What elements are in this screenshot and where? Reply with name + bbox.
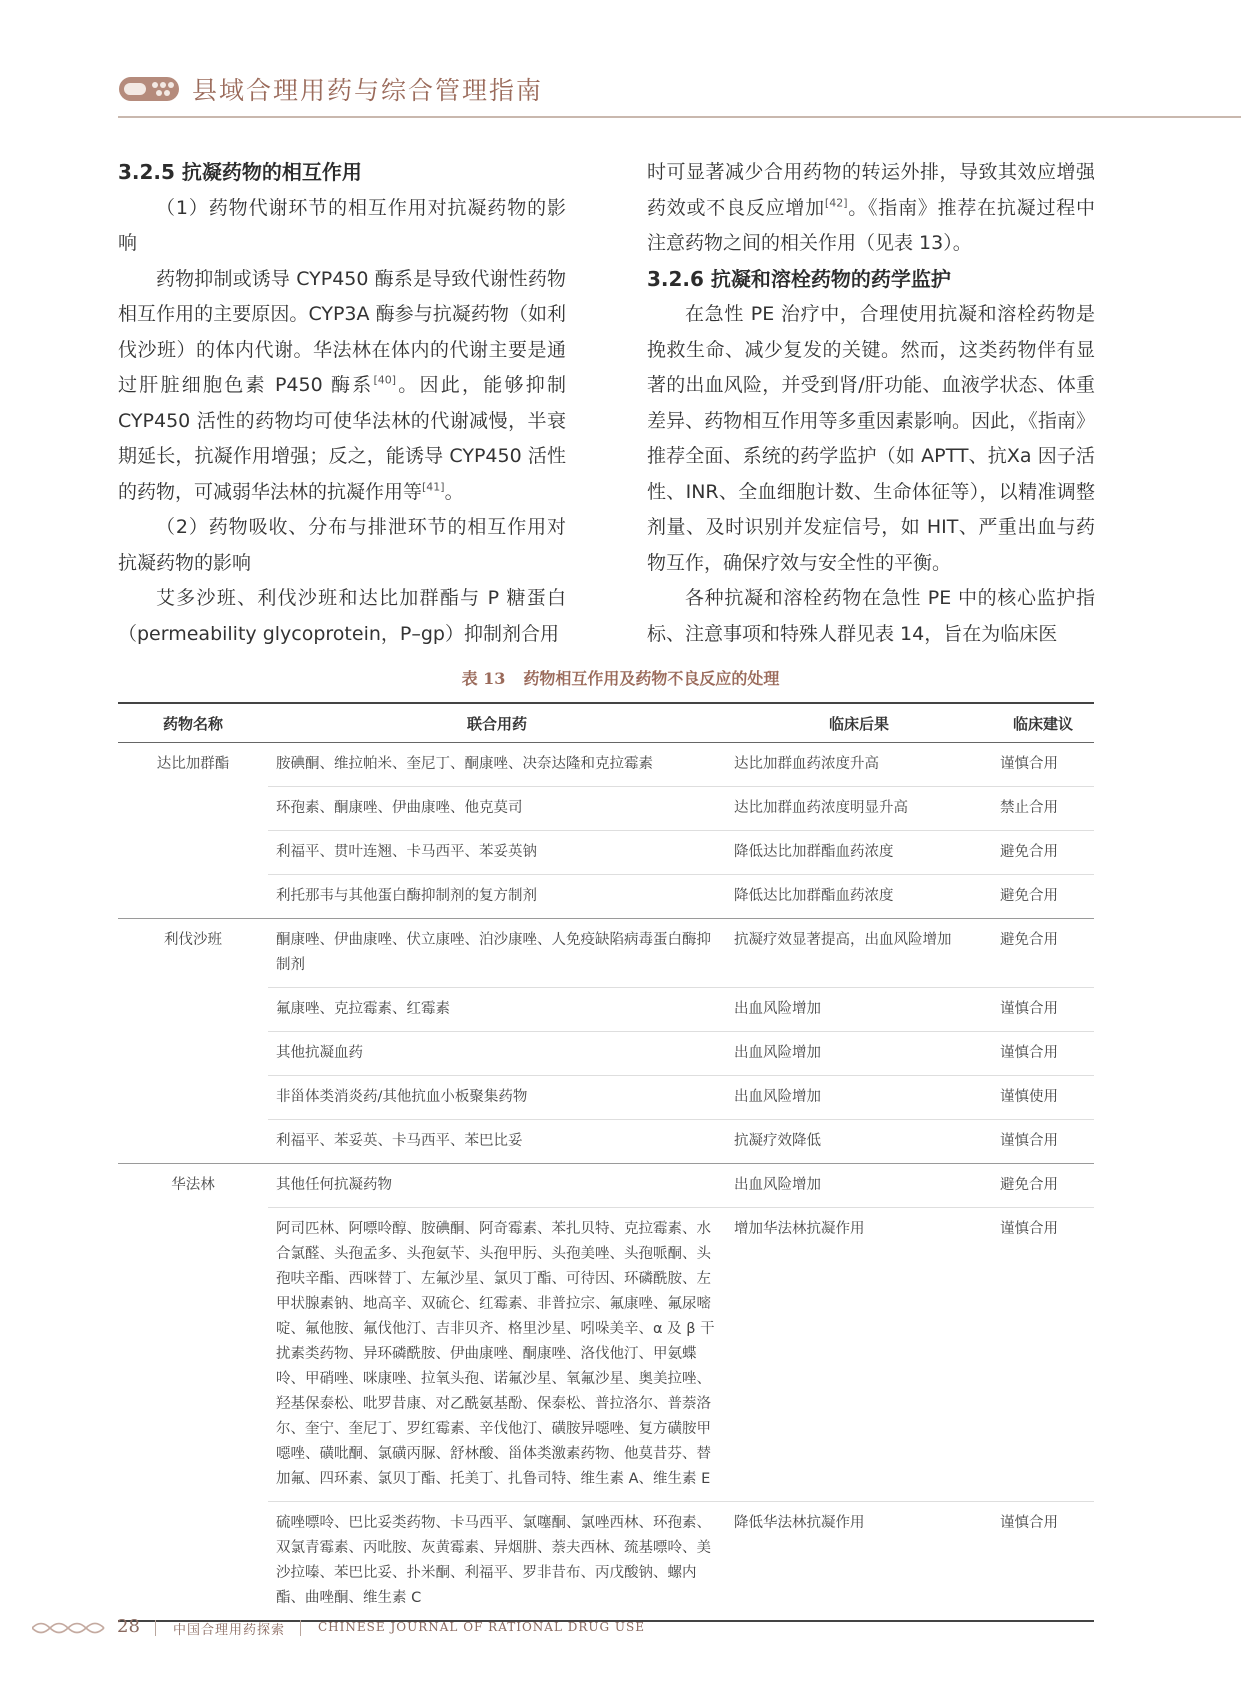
paragraph-text: 。《指南》推荐在抗凝过程中注意药物之间的相关作用（见表 13）。 <box>647 196 1095 254</box>
paragraph-text: 时可显著减少合用药物的转运外排，导致其效应增强药效或不良反应增加 <box>647 161 1095 219</box>
table-number: 表 13 <box>461 669 506 688</box>
citation-ref: [40] <box>373 373 397 387</box>
advice-cell: 谨慎合用 <box>1000 756 1058 772</box>
outcome-cell: 降低达比加群酯血药浓度 <box>726 831 992 875</box>
advice-cell: 谨慎合用 <box>992 1120 1094 1164</box>
drug-name-cell <box>118 831 268 875</box>
paragraph-cyp450 <box>118 262 566 511</box>
drug-name-cell <box>118 988 268 1032</box>
journal-logo-icon <box>118 76 180 102</box>
table-caption <box>0 666 1241 689</box>
combination-cell: 其他抗凝血药 <box>268 1032 726 1076</box>
advice-cell: 避免合用 <box>992 919 1094 988</box>
advice-cell: 避免合用 <box>992 875 1094 919</box>
paragraph-transport <box>647 155 1095 262</box>
outcome-cell: 抗凝疗效降低 <box>726 1120 992 1164</box>
combination-cell: 利托那韦与其他蛋白酶抑制剂的复方制剂 <box>268 875 726 919</box>
table-row <box>118 1032 1094 1076</box>
advice-cell: 禁止合用 <box>992 787 1094 831</box>
advice-cell: 谨慎合用 <box>992 1032 1094 1076</box>
outcome-cell: 出血风险增加 <box>726 1076 992 1120</box>
outcome-cell: 出血风险增加 <box>726 1032 992 1076</box>
advice-cell: 谨慎合用 <box>992 1502 1094 1622</box>
combination-cell: 利福平、贯叶连翘、卡马西平、苯妥英钠 <box>268 831 726 875</box>
combination-cell: 氟康唑、克拉霉素、红霉素 <box>268 988 726 1032</box>
table-row <box>118 787 1094 831</box>
combination-cell: 阿司匹林、阿嘌呤醇、胺碘酮、阿奇霉素、苯扎贝特、克拉霉素、水合氯醛、头孢孟多、头孢氨苄、头孢甲肟、头孢美唑、头孢哌酮、头孢呋辛酯、西咪替丁、左氟沙星、氯贝丁酯、可待因、环磷酰胺、左甲状腺素钠、地高辛、双硫仑、红霉素、非普拉宗、氟康唑、氟尿嘧啶、氟他胺、氟伐他汀、吉非贝齐、格里沙星、吲哚美辛、α 及 β 干扰素类药物、异环磷酰胺、伊曲康唑、酮康唑、洛伐他汀、甲氨蝶呤、甲硝唑、咪康唑、拉氧头孢、诺氟沙星、氧氟沙星、奥美拉唑、羟基保泰松、吡罗昔康、对乙酰氨基酚、保泰松、普拉洛尔、普萘洛尔、奎宁、奎尼丁、罗红霉素、辛伐他汀、磺胺异噁唑、复方磺胺甲噁唑、磺吡酮、氯磺丙脲、舒林酸、甾体类激素药物、他莫昔芬、替加氟、四环素、氯贝丁酯、托美丁、扎鲁司特、维生素 A、维生素 E <box>268 1208 726 1502</box>
table-row <box>118 919 1094 988</box>
table-body <box>118 743 1094 1622</box>
table-row <box>118 1502 1094 1622</box>
table-title: 药物相互作用及药物不良反应的处理 <box>523 669 780 688</box>
paragraph-text: 。 <box>444 480 464 503</box>
advice-cell: 避免合用 <box>992 1164 1094 1208</box>
outcome-cell: 降低华法林抗凝作用 <box>726 1502 992 1622</box>
combination-cell: 非甾体类消炎药/其他抗血小板聚集药物 <box>268 1076 726 1120</box>
drug-name-cell <box>118 875 268 919</box>
advice-cell: 避免合用 <box>992 831 1094 875</box>
section-heading-3-2-6: 3.2.6 抗凝和溶栓药物的药学监护 <box>647 266 951 291</box>
column-header-drug: 药物名称 <box>118 703 268 743</box>
outcome-cell: 增加华法林抗凝作用 <box>726 1208 992 1502</box>
combination-cell: 酮康唑、伊曲康唑、伏立康唑、泊沙康唑、人免疫缺陷病毒蛋白酶抑制剂 <box>268 919 726 988</box>
combination-cell: 胺碘酮、维拉帕米、奎尼丁、酮康唑、决奈达隆和克拉霉素 <box>276 756 653 772</box>
combination-cell: 其他任何抗凝药物 <box>268 1164 726 1208</box>
page-footer <box>0 1610 1241 1650</box>
outcome-cell: 出血风险增加 <box>726 988 992 1032</box>
table-row <box>118 743 1094 787</box>
drug-name-cell <box>118 1208 268 1502</box>
page-number: 28 <box>117 1616 140 1637</box>
combination-cell: 利福平、苯妥英、卡马西平、苯巴比妥 <box>268 1120 726 1164</box>
drug-interaction-table <box>118 702 1094 1622</box>
citation-ref: [42] <box>824 196 848 210</box>
drug-name-cell <box>118 1502 268 1622</box>
drug-name-cell: 华法林 <box>118 1164 268 1208</box>
column-header-combination: 联合用药 <box>268 703 726 743</box>
subheading-metabolism: （1）药物代谢环节的相互作用对抗凝药物的影响 <box>118 196 566 254</box>
drug-name-cell <box>118 1120 268 1164</box>
header-divider <box>118 116 1241 118</box>
drug-name-cell <box>118 1076 268 1120</box>
outcome-cell: 降低达比加群酯血药浓度 <box>726 875 992 919</box>
right-text-column <box>647 155 1095 652</box>
outcome-cell: 抗凝疗效显著提高，出血风险增加 <box>726 919 992 988</box>
drug-name-cell <box>118 1032 268 1076</box>
subheading-absorption: （2）药物吸收、分布与排泄环节的相互作用对抗凝药物的影响 <box>118 516 566 574</box>
paragraph-text: 。因此，能够抑制 CYP450 活性的药物均可使华法林的代谢减慢，半衰期延长，抗凝作用增强；反之，能诱导 CYP450 活性的药物，可减弱华法林的抗凝作用等 <box>118 374 566 503</box>
outcome-cell: 出血风险增加 <box>726 1164 992 1208</box>
table-row <box>118 831 1094 875</box>
table-row <box>118 1208 1094 1502</box>
advice-cell: 谨慎合用 <box>992 1208 1094 1502</box>
drug-name-cell: 利伐沙班 <box>118 919 268 988</box>
table-header-row <box>118 703 1094 743</box>
drug-name-cell <box>118 787 268 831</box>
citation-ref: [41] <box>422 480 445 494</box>
table-row <box>118 988 1094 1032</box>
left-text-column <box>118 155 566 652</box>
journal-name-en: CHINESE JOURNAL OF RATIONAL DRUG USE <box>318 1620 646 1634</box>
journal-section-title: 县域合理用药与综合管理指南 <box>192 76 544 105</box>
dna-ornament-icon <box>32 1619 108 1637</box>
paragraph-monitoring: 在急性 PE 治疗中，合理使用抗凝和溶栓药物是挽救生命、减少复发的关键。然而，这类药物伴有显著的出血风险，并受到肾/肝功能、血液学状态、体重差异、药物相互作用等多重因素影响。因此，《指南》推荐全面、系统的药学监护（如 APTT、抗Xa 因子活性、INR、全血细胞计数、生命体征等），以精准调整剂量、及时识别并发症信号，如 HIT、严重出血与药物互作，确保疗效与安全性的平衡。 <box>647 303 1095 574</box>
paragraph-table14-intro: 各种抗凝和溶栓药物在急性 PE 中的核心监护指标、注意事项和特殊人群见表 14，旨在为临床医 <box>647 587 1095 645</box>
paragraph-text: 药物抑制或诱导 CYP450 酶系是导致代谢性药物相互作用的主要原因。CYP3A 酶参与抗凝药物（如利伐沙班）的体内代谢。华法林在体内的代谢主要是通过肝脏细胞色素 P450 酶系 <box>118 267 566 396</box>
advice-cell: 谨慎合用 <box>992 988 1094 1032</box>
outcome-cell: 达比加群血药浓度升高 <box>734 756 879 772</box>
paragraph-pgp: 艾多沙班、利伐沙班和达比加群酯与 P 糖蛋白（permeability glycoprotein，P–gp）抑制剂合用 <box>118 587 566 645</box>
table-row <box>118 1164 1094 1208</box>
column-header-outcome: 临床后果 <box>726 703 992 743</box>
combination-cell: 硫唑嘌呤、巴比妥类药物、卡马西平、氯噻酮、氯唑西林、环孢素、双氯青霉素、丙吡胺、灰黄霉素、异烟肼、萘夫西林、巯基嘌呤、美沙拉嗪、苯巴比妥、扑米酮、利福平、罗非昔布、丙戊酸钠、螺内酯、曲唑酮、维生素 C <box>268 1502 726 1622</box>
combination-cell: 环孢素、酮康唑、伊曲康唑、他克莫司 <box>268 787 726 831</box>
section-heading-3-2-5: 3.2.5 抗凝药物的相互作用 <box>118 160 362 184</box>
running-header <box>0 0 1241 130</box>
table-row <box>118 1076 1094 1120</box>
drug-name-cell: 达比加群酯 <box>156 756 230 772</box>
advice-cell: 谨慎使用 <box>992 1076 1094 1120</box>
footer-divider <box>155 1620 156 1636</box>
footer-divider <box>300 1620 301 1636</box>
table-row <box>118 1120 1094 1164</box>
journal-name-cn: 中国合理用药探索 <box>173 1623 286 1638</box>
table-row <box>118 875 1094 919</box>
outcome-cell: 达比加群血药浓度明显升高 <box>726 787 992 831</box>
column-header-advice: 临床建议 <box>992 703 1094 743</box>
